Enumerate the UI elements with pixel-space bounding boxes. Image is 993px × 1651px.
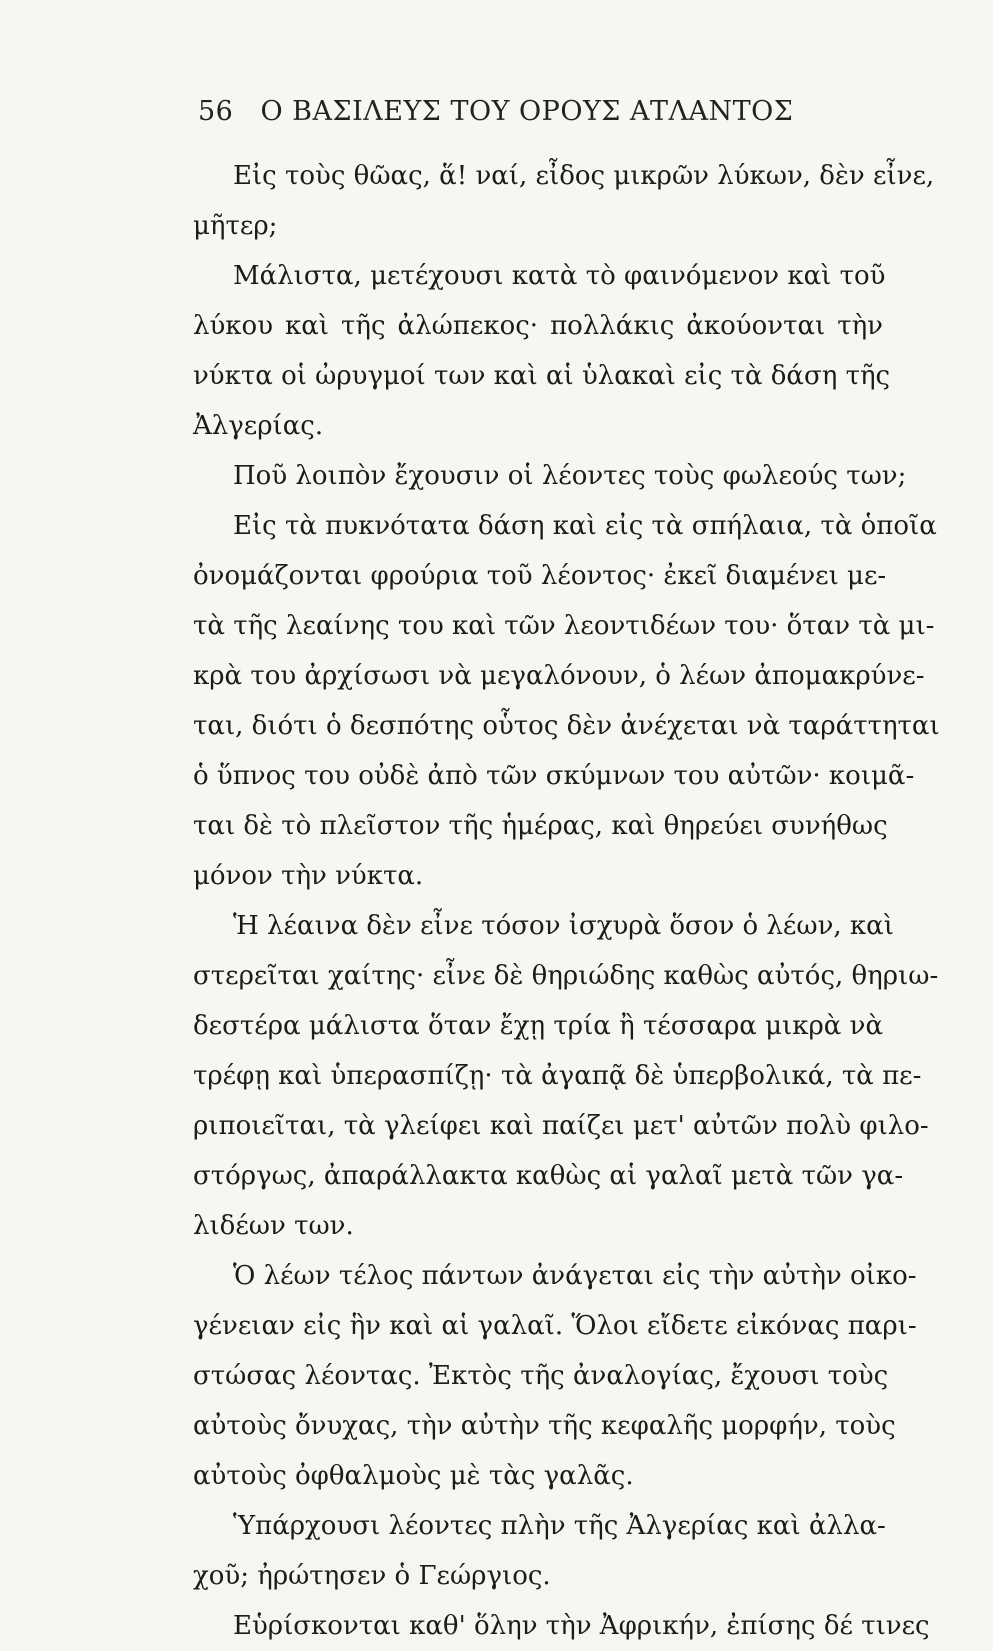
text-line: νύκτα οἱ ὠρυγμοί των καὶ αἱ ὑλακαὶ εἰς τὰ δάση τῆς — [193, 361, 891, 391]
text-line: Ἡ λέαινα δὲν εἶνε τόσον ἰσχυρὰ ὅσον ὁ λέων, καὶ — [233, 911, 894, 941]
text-line: Εἰς τοὺς θῶας, ἅ! ναί, εἶδος μικρῶν λύκων, δὲν εἶνε, — [233, 161, 935, 191]
text-line: ται δὲ τὸ πλεῖστον τῆς ἡμέρας, καὶ θηρεύει συνήθως — [193, 811, 888, 841]
running-title: Ο ΒΑΣΙΛΕΥΣ ΤΟΥ ΟΡΟΥΣ ΑΤΛΑΝΤΟΣ — [260, 96, 794, 127]
running-header — [198, 96, 878, 127]
text-line: στερεῖται χαίτης· εἶνε δὲ θηριώδης καθὼς αὐτός, θηριω- — [193, 961, 939, 991]
text-line: ὀνομάζονται φρούρια τοῦ λέοντος· ἐκεῖ διαμένει με- — [193, 561, 887, 591]
text-line: Μάλιστα, μετέχουσι κατὰ τὸ φαινόμενον καὶ τοῦ — [233, 261, 886, 291]
text-line: Ποῦ λοιπὸν ἔχουσιν οἱ λέοντες τοὺς φωλεούς των; — [233, 461, 907, 491]
text-line: χοῦ; ἠρώτησεν ὁ Γεώργιος. — [193, 1561, 551, 1591]
page-number: 56 — [198, 96, 234, 127]
text-line: Ὁ λέων τέλος πάντων ἀνάγεται εἰς τὴν αὐτὴν οἰκο- — [233, 1261, 917, 1291]
text-line: ται, διότι ὁ δεσπότης οὗτος δὲν ἀνέχεται νὰ ταράττηται — [193, 711, 940, 741]
text-line: λύκου καὶ τῆς ἀλώπεκος· πολλάκις ἀκούονται τὴν — [193, 311, 883, 341]
text-line: στώσας λέοντας. Ἐκτὸς τῆς ἀναλογίας, ἔχουσι τοὺς — [193, 1361, 889, 1391]
text-line: γένειαν εἰς ἣν καὶ αἱ γαλαῖ. Ὅλοι εἴδετε εἰκόνας παρι- — [193, 1311, 917, 1341]
text-line: τρέφῃ καὶ ὑπερασπίζῃ· τὰ ἀγαπᾷ δὲ ὑπερβολικά, τὰ πε- — [193, 1061, 922, 1091]
text-line: μῆτερ; — [193, 211, 278, 241]
text-line: Εἰς τὰ πυκνότατα δάση καὶ εἰς τὰ σπήλαια, τὰ ὁποῖα — [233, 511, 937, 541]
text-line: μόνον τὴν νύκτα. — [193, 861, 424, 891]
text-line: αὐτοὺς ὄνυχας, τὴν αὐτὴν τῆς κεφαλῆς μορφήν, τοὺς — [193, 1411, 896, 1441]
text-line: Εὑρίσκονται καθ' ὅλην τὴν Ἀφρικήν, ἐπίσης δέ τινες — [233, 1611, 930, 1641]
text-line: ὁ ὕπνος του οὐδὲ ἀπὸ τῶν σκύμνων του αὐτῶν· κοιμᾶ- — [193, 761, 915, 791]
body-text — [193, 151, 940, 1651]
text-line: δεστέρα μάλιστα ὅταν ἔχῃ τρία ἢ τέσσαρα μικρὰ νὰ — [193, 1011, 883, 1041]
text-line: αὐτοὺς ὀφθαλμοὺς μὲ τὰς γαλᾶς. — [193, 1461, 634, 1491]
text-line: Ὑπάρχουσι λέοντες πλὴν τῆς Ἀλγερίας καὶ ἀλλα- — [233, 1511, 886, 1541]
text-line: ριποιεῖται, τὰ γλείφει καὶ παίζει μετ' αὐτῶν πολὺ φιλο- — [193, 1111, 929, 1141]
text-line: λιδέων των. — [193, 1211, 354, 1241]
text-line: τὰ τῆς λεαίνης του καὶ τῶν λεοντιδέων του· ὅταν τὰ μι- — [193, 611, 935, 641]
text-line: στόργως, ἀπαράλλακτα καθὼς αἱ γαλαῖ μετὰ τῶν γα- — [193, 1161, 904, 1191]
text-line: Ἀλγερίας. — [193, 411, 324, 441]
text-line: κρὰ του ἀρχίσωσι νὰ μεγαλόνουν, ὁ λέων ἀπομακρύνε- — [193, 661, 925, 691]
